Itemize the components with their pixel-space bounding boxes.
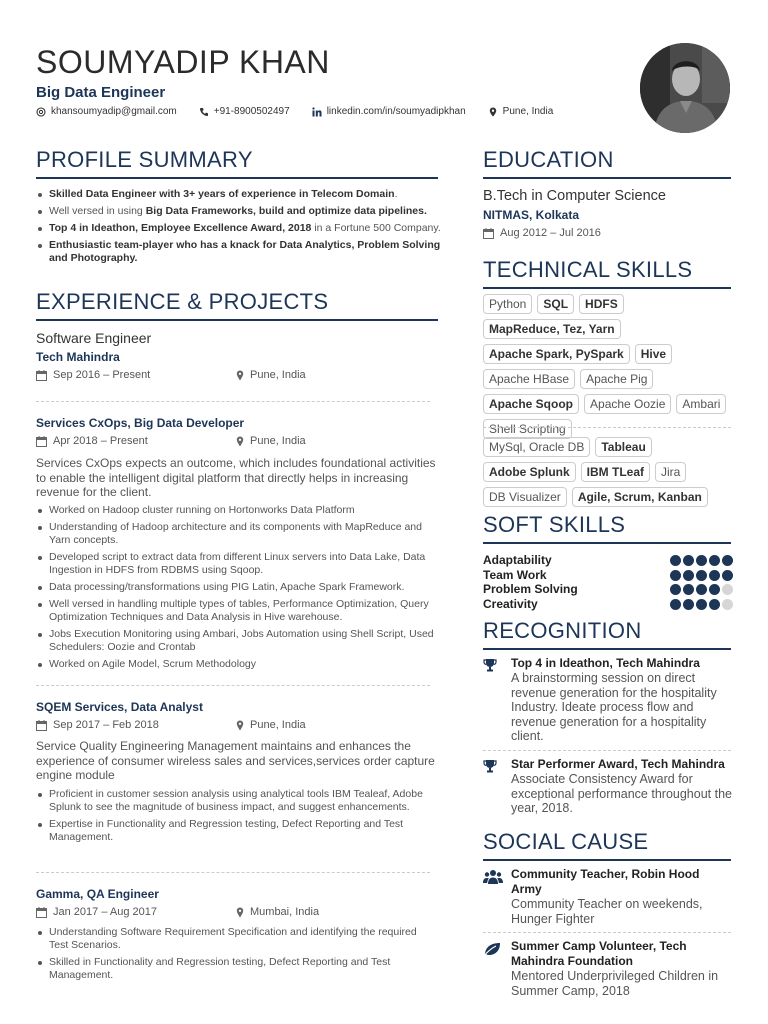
- social-cause-desc: Mentored Underprivileged Children in Summer Camp, 2018: [511, 969, 719, 998]
- project-title: SQEM Services, Data Analyst: [36, 700, 203, 714]
- skill-tag: Apache Pig: [580, 369, 653, 389]
- profile-summary-heading: PROFILE SUMMARY: [36, 147, 438, 179]
- person-avatar-icon: [640, 43, 730, 133]
- contact-bar: [36, 106, 575, 117]
- soft-skill-name: Problem Solving: [483, 582, 578, 596]
- list-item: Expertise in Functionality and Regression testing, Defect Reporting and Test Management.: [36, 818, 438, 844]
- map-pin-icon: [236, 370, 244, 381]
- calendar-icon: [36, 907, 47, 918]
- skill-tag: Apache HBase: [483, 369, 575, 389]
- social-cause-title: Summer Camp Volunteer, Tech Mahindra Foundation: [511, 939, 687, 968]
- recognition-desc: Associate Consistency Award for exceptional performance throughout the year, 2018.: [511, 772, 732, 815]
- filled-dot: [683, 584, 694, 595]
- skill-tag: MapReduce, Tez, Yarn: [483, 319, 621, 339]
- recognition-item: [483, 757, 733, 816]
- project-title: Gamma, QA Engineer: [36, 887, 159, 901]
- skill-tag: Tableau: [595, 437, 651, 457]
- filled-dot: [683, 599, 694, 610]
- project-date: Apr 2018 – Present: [53, 435, 148, 447]
- soft-skills-heading: SOFT SKILLS: [483, 512, 731, 544]
- technical-skills-group: [483, 294, 733, 444]
- skill-tag: Agile, Scrum, Kanban: [572, 487, 708, 507]
- soft-skill-row: [483, 597, 733, 611]
- soft-skill-name: Adaptability: [483, 553, 552, 567]
- contact-linkedin[interactable]: [312, 106, 466, 117]
- list-item: Proficient in customer session analysis using analytical tools IBM Tealeaf, Adobe Splunk to see the magnitude of business impact, and suggest enhancements.: [36, 788, 438, 814]
- social-cause-title: Community Teacher, Robin Hood Army: [511, 867, 700, 896]
- filled-dot: [670, 599, 681, 610]
- job-role: Software Engineer: [36, 330, 152, 346]
- item-highlight: Enthusiastic team-player who has a knack for Data Analytics, Problem Solving and Photography.: [49, 239, 441, 264]
- divider: [483, 427, 731, 428]
- skill-tag: Shell Scripting: [483, 419, 572, 439]
- filled-dot: [709, 555, 720, 566]
- project-meta: [36, 719, 436, 731]
- education-date: Aug 2012 – Jul 2016: [500, 227, 601, 239]
- soft-skill-row: [483, 553, 733, 567]
- candidate-title: Big Data Engineer: [36, 84, 166, 101]
- skill-tag: Hive: [635, 344, 672, 364]
- candidate-name: SOUMYADIP KHAN: [36, 44, 330, 80]
- filled-dot: [722, 570, 733, 581]
- item-highlight: Big Data Frameworks, build and optimize data pipelines.: [145, 205, 427, 217]
- project-bullets: [36, 926, 438, 986]
- linkedin-text: linkedin.com/in/soumyadipkhan: [326, 106, 466, 117]
- item-text: Well versed in using: [49, 205, 146, 217]
- recognition-title: Top 4 in Ideathon, Tech Mahindra: [511, 656, 700, 670]
- leaf-icon: [483, 941, 501, 957]
- job-company: Tech Mahindra: [36, 350, 120, 364]
- skill-tag: Adobe Splunk: [483, 462, 576, 482]
- skill-tag: Apache Oozie: [584, 394, 671, 414]
- phone-icon: [199, 107, 209, 117]
- skill-tag: MySql, Oracle DB: [483, 437, 590, 457]
- school: NITMAS, Kolkata: [483, 208, 580, 222]
- project-location: Pune, India: [250, 435, 306, 447]
- project-bullets: [36, 504, 438, 675]
- profile-summary-item: [36, 188, 441, 201]
- project-location: Pune, India: [250, 719, 306, 731]
- education-date-row: [483, 227, 601, 239]
- map-pin-icon: [236, 720, 244, 731]
- divider: [483, 750, 731, 751]
- project-bullets: [36, 788, 438, 848]
- users-icon: [483, 869, 503, 885]
- trophy-icon: [483, 759, 497, 773]
- filled-dot: [696, 584, 707, 595]
- list-item: Worked on Agile Model, Scrum Methodology: [36, 658, 438, 671]
- contact-email[interactable]: [36, 106, 177, 117]
- profile-summary-item: [36, 239, 441, 265]
- calendar-icon: [36, 720, 47, 731]
- project-meta: [36, 906, 436, 918]
- skill-tag: SQL: [537, 294, 574, 314]
- filled-dot: [670, 584, 681, 595]
- project-date: Jan 2017 – Aug 2017: [53, 906, 157, 918]
- divider: [36, 401, 430, 402]
- filled-dot: [683, 555, 694, 566]
- recognition-title: Star Performer Award, Tech Mahindra: [511, 757, 725, 771]
- linkedin-icon: [312, 107, 322, 117]
- divider: [483, 932, 731, 933]
- skill-tag: Ambari: [676, 394, 726, 414]
- recognition-heading: RECOGNITION: [483, 618, 731, 650]
- at-icon: [36, 107, 46, 117]
- rating-dots: [668, 599, 733, 610]
- job-meta: [36, 369, 436, 381]
- project-location: Mumbai, India: [250, 906, 320, 918]
- project-date: Sep 2017 – Feb 2018: [53, 719, 159, 731]
- map-pin-icon: [236, 436, 244, 447]
- rating-dots: [668, 570, 733, 581]
- list-item: Understanding of Hadoop architecture and its components with MapReduce and Yarn concepts.: [36, 521, 438, 547]
- divider: [36, 685, 430, 686]
- map-pin-icon: [236, 907, 244, 918]
- soft-skill-name: Team Work: [483, 568, 547, 582]
- item-highlight: Top 4 in Ideathon, Employee Excellence Award, 2018: [49, 222, 312, 234]
- calendar-icon: [36, 370, 47, 381]
- filled-dot: [696, 599, 707, 610]
- skill-tag: Apache Sqoop: [483, 394, 579, 414]
- divider: [36, 872, 430, 873]
- filled-dot: [670, 555, 681, 566]
- filled-dot: [709, 584, 720, 595]
- filled-dot: [709, 570, 720, 581]
- rating-dots: [668, 555, 733, 566]
- recognition-desc: A brainstorming session on direct revenue generation for the hospitality Industry. Ideate process flow and revenue generation for a hospitality client.: [511, 671, 717, 743]
- profile-summary-list: [36, 188, 441, 269]
- list-item: Worked on Hadoop cluster running on Hortonworks Data Platform: [36, 504, 438, 517]
- empty-dot: [722, 599, 733, 610]
- filled-dot: [722, 555, 733, 566]
- filled-dot: [696, 555, 707, 566]
- location-text: Pune, India: [502, 106, 554, 117]
- filled-dot: [696, 570, 707, 581]
- soft-skill-name: Creativity: [483, 597, 538, 611]
- list-item: Skilled in Functionality and Regression testing, Defect Reporting and Test Management.: [36, 956, 438, 982]
- social-cause-desc: Community Teacher on weekends, Hunger Fighter: [511, 897, 703, 926]
- social-cause-heading: SOCIAL CAUSE: [483, 829, 731, 861]
- social-cause-item: [483, 939, 733, 998]
- trophy-icon: [483, 658, 497, 672]
- skill-tag: Python: [483, 294, 532, 314]
- skill-tag: Apache Spark, PySpark: [483, 344, 630, 364]
- job-date: Sep 2016 – Present: [53, 369, 151, 381]
- email-text: khansoumyadip@gmail.com: [51, 106, 177, 117]
- list-item: Data processing/transformations using PIG Latin, Apache Spark Framework.: [36, 581, 438, 594]
- contact-phone[interactable]: [199, 106, 290, 117]
- project-meta: [36, 435, 436, 447]
- calendar-icon: [36, 436, 47, 447]
- social-cause-item: [483, 867, 733, 926]
- calendar-icon: [483, 228, 494, 239]
- list-item: Developed script to extract data from different Linux servers into Data Lake, Data Ingestion in HDFS from RDBMS using Sqoop.: [36, 551, 438, 577]
- item-text: .: [394, 188, 398, 200]
- education-heading: EDUCATION: [483, 147, 731, 179]
- skill-tag: HDFS: [579, 294, 624, 314]
- rating-dots: [668, 584, 733, 595]
- skill-tag: Jira: [655, 462, 686, 482]
- soft-skill-row: [483, 568, 733, 582]
- technical-skills-heading: TECHNICAL SKILLS: [483, 257, 731, 289]
- job-location: Pune, India: [250, 369, 306, 381]
- project-description: Services CxOps expects an outcome, which includes foundational activities to enable the intelligent digital platform that directly helps in increasing revenue for the client.: [36, 456, 436, 499]
- map-pin-icon: [488, 107, 498, 117]
- profile-photo: [640, 43, 730, 133]
- profile-summary-item: [36, 222, 441, 235]
- empty-dot: [722, 584, 733, 595]
- item-highlight: Skilled Data Engineer with 3+ years of experience in Telecom Domain: [49, 188, 395, 200]
- project-description: Service Quality Engineering Management maintains and enhances the experience of consumer wireless sales and services,services order capture engine module: [36, 739, 435, 782]
- filled-dot: [709, 599, 720, 610]
- filled-dot: [683, 570, 694, 581]
- profile-summary-item: [36, 205, 441, 218]
- contact-location: [488, 106, 554, 117]
- phone-text: +91-8900502497: [213, 106, 290, 117]
- item-text: in a Fortune 500 Company.: [311, 222, 441, 234]
- list-item: Understanding Software Requirement Specification and identifying the required Test Scenarios.: [36, 926, 438, 952]
- filled-dot: [670, 570, 681, 581]
- skill-tag: DB Visualizer: [483, 487, 567, 507]
- project-title: Services CxOps, Big Data Developer: [36, 416, 245, 430]
- list-item: Jobs Execution Monitoring using Ambari, Jobs Automation using Shell Script, Used Schedulers: Oozie and Crontab: [36, 628, 438, 654]
- experience-heading: EXPERIENCE & PROJECTS: [36, 289, 438, 321]
- list-item: Well versed in handling multiple types of tables, Performance Optimization, Query Optimization Techniques and Data Analysis in Hive warehouse.: [36, 598, 438, 624]
- tools-skills-group: [483, 437, 733, 512]
- soft-skill-row: [483, 582, 733, 596]
- degree: B.Tech in Computer Science: [483, 188, 666, 204]
- recognition-item: [483, 656, 733, 744]
- skill-tag: IBM TLeaf: [581, 462, 650, 482]
